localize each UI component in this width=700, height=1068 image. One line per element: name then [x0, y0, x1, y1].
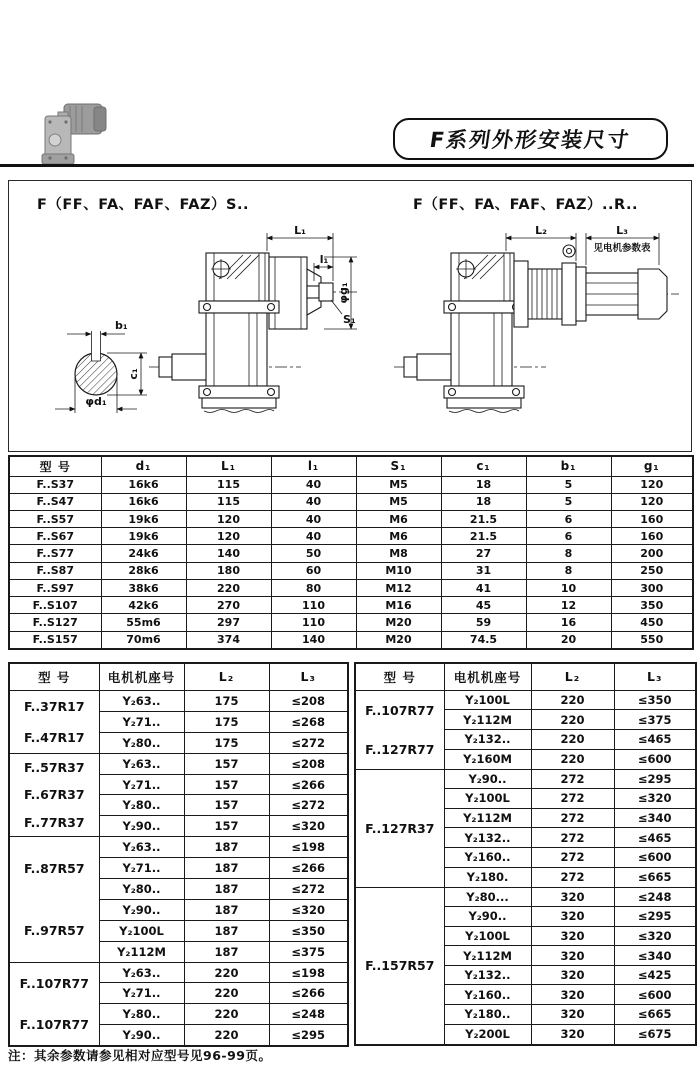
motor-L3-value: ≤266: [269, 774, 348, 795]
motor-model: F..157R57: [365, 958, 435, 973]
motor-L3-value: ≤675: [614, 1024, 696, 1044]
motor-row: [9, 753, 348, 774]
motor-L2-value: 320: [531, 926, 614, 946]
motor-col-header: 电机机座号: [99, 663, 184, 690]
motor-L3-value: ≤375: [269, 941, 348, 962]
dim-value: 20: [526, 631, 611, 649]
dim-model: F..S77: [9, 545, 101, 562]
dim-model: F..S127: [9, 614, 101, 631]
motor-row: [9, 837, 348, 858]
motor-frame-size: Y₂100L: [99, 920, 184, 941]
dim-label-c1: c₁: [127, 368, 140, 380]
motor-model-group: [9, 837, 99, 962]
motor-L2-value: 272: [531, 808, 614, 828]
motor-col-header: L₂: [184, 663, 269, 690]
dim-row: [9, 579, 693, 596]
motor-frame-size: Y₂132..: [444, 965, 531, 985]
motor-frame-size: Y₂200L: [444, 1024, 531, 1044]
motor-L3-value: ≤665: [614, 1005, 696, 1025]
motor-frame-size: Y₂80..: [99, 879, 184, 900]
motor-frame-size: Y₂180..: [444, 1005, 531, 1025]
motor-frame-size: Y₂71..: [99, 858, 184, 879]
dim-value: 28k6: [101, 562, 186, 579]
motor-L3-value: ≤340: [614, 946, 696, 966]
dim-value: M16: [356, 597, 441, 614]
motor-model-group: [9, 690, 99, 753]
dim-col-header: c₁: [441, 456, 526, 476]
motor-L2-value: 187: [184, 879, 269, 900]
motor-L3-value: ≤295: [269, 1025, 348, 1047]
dim-value: M10: [356, 562, 441, 579]
dim-value: 120: [186, 510, 271, 527]
header-divider: [0, 164, 694, 167]
dim-row: [9, 545, 693, 562]
motor-frame-size: Y₂63..: [99, 837, 184, 858]
motor-frame-size: Y₂112M: [444, 808, 531, 828]
motor-model-group: [355, 769, 444, 887]
dim-value: 31: [441, 562, 526, 579]
motor-frame-size: Y₂71..: [99, 774, 184, 795]
motor-model: F..127R37: [365, 820, 435, 836]
motor-table-right: [354, 662, 697, 1046]
dim-value: 19k6: [101, 510, 186, 527]
dim-value: 21.5: [441, 528, 526, 545]
dim-model: F..S97: [9, 579, 101, 596]
dim-value: 120: [611, 476, 693, 493]
motor-frame-size: Y₂100L: [444, 789, 531, 809]
motor-L2-value: 187: [184, 858, 269, 879]
motor-model: F..67R37: [23, 787, 85, 803]
dim-row: [9, 528, 693, 545]
dim-row: [9, 631, 693, 649]
drawing-title-r-type: F（FF、FA、FAF、FAZ）..R..: [413, 197, 638, 213]
dim-model: F..S57: [9, 510, 101, 527]
dim-value: M20: [356, 631, 441, 649]
motor-col-header: L₂: [531, 663, 614, 690]
motor-frame-size: Y₂90..: [444, 769, 531, 789]
motor-header-row: [9, 663, 348, 690]
dim-value: M12: [356, 579, 441, 596]
dim-label-L1: L₁: [294, 224, 306, 237]
dim-value: 18: [441, 476, 526, 493]
dim-value: 24k6: [101, 545, 186, 562]
motor-L2-value: 157: [184, 774, 269, 795]
page-title: F系列外形安装尺寸: [428, 128, 633, 152]
motor-L3-value: ≤208: [269, 753, 348, 774]
technical-drawings: [9, 181, 693, 450]
motor-L2-value: 157: [184, 816, 269, 837]
dim-value: 74.5: [441, 631, 526, 649]
dim-value: 18: [441, 493, 526, 510]
dim-value: 270: [186, 597, 271, 614]
dim-label-b1: b₁: [115, 319, 128, 332]
dim-value: 59: [441, 614, 526, 631]
motor-row: [9, 962, 348, 983]
page-title-box: [393, 118, 668, 160]
dim-label-L2: L₂: [535, 224, 547, 237]
dim-header-row: [9, 456, 693, 476]
motor-L2-value: 220: [531, 749, 614, 769]
dim-value: 6: [526, 528, 611, 545]
motor-table-left: [8, 662, 349, 1047]
motor-model: F..47R17: [23, 729, 85, 745]
motor-L3-value: ≤600: [614, 749, 696, 769]
motor-frame-size: Y₂63..: [99, 753, 184, 774]
motor-L2-value: 320: [531, 1024, 614, 1044]
dim-model: F..S47: [9, 493, 101, 510]
motor-frame-size: Y₂63..: [99, 962, 184, 983]
dim-value: 5: [526, 476, 611, 493]
motor-L2-value: 272: [531, 867, 614, 887]
motor-L3-value: ≤600: [614, 848, 696, 868]
dim-value: 45: [441, 597, 526, 614]
dim-value: 21.5: [441, 510, 526, 527]
motor-L2-value: 320: [531, 946, 614, 966]
motor-L2-value: 175: [184, 732, 269, 753]
gear-reducer-photo-icon: [34, 92, 114, 172]
motor-L2-value: 272: [531, 848, 614, 868]
dim-value: 70m6: [101, 631, 186, 649]
dim-value: 8: [526, 545, 611, 562]
motor-L2-value: 320: [531, 985, 614, 1005]
motor-L3-value: ≤340: [614, 808, 696, 828]
dim-value: 160: [611, 528, 693, 545]
dim-col-header: b₁: [526, 456, 611, 476]
dim-value: M8: [356, 545, 441, 562]
shaft-section-detail: [55, 319, 147, 413]
dimension-table: [8, 455, 694, 650]
dim-label-g1: φg₁: [337, 282, 350, 304]
dim-col-header: L₁: [186, 456, 271, 476]
motor-model-group: [355, 887, 444, 1045]
product-photo: [34, 92, 114, 172]
motor-L3-value: ≤198: [269, 962, 348, 983]
motor-ref-note: 见电机参数表: [593, 243, 651, 254]
motor-L2-value: 320: [531, 887, 614, 907]
motor-frame-size: Y₂100L: [444, 690, 531, 710]
dim-value: 120: [186, 528, 271, 545]
motor-row: [355, 690, 696, 710]
dim-value: 5: [526, 493, 611, 510]
dim-col-header: S₁: [356, 456, 441, 476]
motor-L3-value: ≤465: [614, 730, 696, 750]
motor-L2-value: 320: [531, 1005, 614, 1025]
motor-L3-value: ≤248: [269, 1004, 348, 1025]
motor-L2-value: 220: [184, 962, 269, 983]
dim-row: [9, 562, 693, 579]
dim-value: 27: [441, 545, 526, 562]
motor-L2-value: 187: [184, 837, 269, 858]
dim-value: 450: [611, 614, 693, 631]
motor-model: F..77R37: [23, 815, 85, 831]
dim-value: 40: [271, 528, 356, 545]
dim-value: 220: [186, 579, 271, 596]
motor-L2-value: 157: [184, 753, 269, 774]
dim-value: 110: [271, 597, 356, 614]
dim-model: F..S67: [9, 528, 101, 545]
dim-row: [9, 597, 693, 614]
motor-L3-value: ≤425: [614, 965, 696, 985]
dim-value: 19k6: [101, 528, 186, 545]
motor-frame-size: Y₂112M: [444, 710, 531, 730]
motor-L3-value: ≤266: [269, 858, 348, 879]
motor-col-header: L₃: [614, 663, 696, 690]
motor-model: F..87R57: [23, 860, 85, 876]
motor-L3-value: ≤320: [614, 926, 696, 946]
motor-frame-size: Y₂180.: [444, 867, 531, 887]
motor-frame-size: Y₂71..: [99, 711, 184, 732]
motor-frame-size: Y₂132..: [444, 828, 531, 848]
motor-header-row: [355, 663, 696, 690]
dim-value: 38k6: [101, 579, 186, 596]
dim-label-S1: S₁: [343, 313, 356, 326]
motor-model-group: [355, 690, 444, 769]
dim-value: 115: [186, 476, 271, 493]
dim-value: 374: [186, 631, 271, 649]
motor-model: F..57R37: [23, 759, 85, 775]
motor-model: F..107R77: [19, 1017, 89, 1033]
dim-label-d1: φd₁: [85, 395, 107, 408]
motor-L3-value: ≤320: [269, 899, 348, 920]
motor-L2-value: 220: [184, 983, 269, 1004]
motor-frame-size: Y₂71..: [99, 983, 184, 1004]
dim-value: 42k6: [101, 597, 186, 614]
motor-L3-value: ≤600: [614, 985, 696, 1005]
motor-frame-size: Y₂63..: [99, 690, 184, 711]
motor-L3-value: ≤248: [614, 887, 696, 907]
motor-model: F..97R57: [23, 923, 85, 939]
dim-value: 40: [271, 510, 356, 527]
motor-L3-value: ≤665: [614, 867, 696, 887]
motor-L2-value: 220: [531, 730, 614, 750]
motor-L3-value: ≤198: [269, 837, 348, 858]
motor-frame-size: Y₂160..: [444, 848, 531, 868]
motor-model-group: [9, 753, 99, 837]
motor-frame-size: Y₂100L: [444, 926, 531, 946]
motor-row: [355, 769, 696, 789]
dim-model: F..S107: [9, 597, 101, 614]
dim-col-header: l₁: [271, 456, 356, 476]
dim-model: F..S157: [9, 631, 101, 649]
dim-model: F..S87: [9, 562, 101, 579]
motor-L3-value: ≤268: [269, 711, 348, 732]
motor-L2-value: 187: [184, 941, 269, 962]
motor-frame-size: Y₂160M: [444, 749, 531, 769]
dim-value: 115: [186, 493, 271, 510]
motor-L2-value: 175: [184, 711, 269, 732]
motor-L2-value: 175: [184, 690, 269, 711]
motor-row: [355, 887, 696, 907]
dim-value: 16k6: [101, 476, 186, 493]
drawing-title-s-type: F（FF、FA、FAF、FAZ）S..: [37, 197, 249, 213]
dim-value: 160: [611, 510, 693, 527]
dim-value: M6: [356, 510, 441, 527]
motor-col-header: 电机机座号: [444, 663, 531, 690]
dim-value: M5: [356, 476, 441, 493]
motor-frame-size: Y₂132..: [444, 730, 531, 750]
motor-frame-size: Y₂90..: [99, 1025, 184, 1047]
motor-model: F..127R77: [365, 741, 435, 757]
dim-model: F..S37: [9, 476, 101, 493]
motor-L3-value: ≤320: [614, 789, 696, 809]
motor-L3-value: ≤208: [269, 690, 348, 711]
motor-L2-value: 272: [531, 828, 614, 848]
motor-L2-value: 220: [531, 710, 614, 730]
motor-frame-size: Y₂90..: [99, 816, 184, 837]
motor-L3-value: ≤266: [269, 983, 348, 1004]
motor-frame-size: Y₂80..: [99, 732, 184, 753]
dim-value: 350: [611, 597, 693, 614]
motor-frame-size: Y₂112M: [444, 946, 531, 966]
motor-L2-value: 220: [184, 1025, 269, 1047]
motor-L2-value: 320: [531, 965, 614, 985]
motor-frame-size: Y₂90..: [444, 907, 531, 927]
dim-value: 12: [526, 597, 611, 614]
dim-value: 297: [186, 614, 271, 631]
motor-L2-value: 272: [531, 769, 614, 789]
dim-value: M5: [356, 493, 441, 510]
dim-value: 300: [611, 579, 693, 596]
dim-value: M6: [356, 528, 441, 545]
dim-value: 6: [526, 510, 611, 527]
dim-value: 10: [526, 579, 611, 596]
motor-frame-size: Y₂80..: [99, 1004, 184, 1025]
motor-col-header: 型 号: [355, 663, 444, 690]
motor-L3-value: ≤375: [614, 710, 696, 730]
motor-L3-value: ≤272: [269, 879, 348, 900]
motor-L3-value: ≤350: [269, 920, 348, 941]
dim-value: 8: [526, 562, 611, 579]
motor-L3-value: ≤295: [614, 907, 696, 927]
motor-frame-size: Y₂160..: [444, 985, 531, 1005]
dim-value: 55m6: [101, 614, 186, 631]
dim-label-L3: L₃: [616, 224, 628, 237]
motor-L3-value: ≤272: [269, 795, 348, 816]
motor-L3-value: ≤295: [614, 769, 696, 789]
dim-row: [9, 476, 693, 493]
motor-L2-value: 320: [531, 907, 614, 927]
motor-model: F..107R77: [365, 702, 435, 718]
motor-L2-value: 272: [531, 789, 614, 809]
dim-row: [9, 510, 693, 527]
motor-col-header: 型 号: [9, 663, 99, 690]
drawing-s-type: [55, 224, 359, 413]
dim-label-l1: l₁: [319, 253, 329, 266]
dim-value: 200: [611, 545, 693, 562]
dim-col-header: g₁: [611, 456, 693, 476]
motor-col-header: L₃: [269, 663, 348, 690]
drawing-r-type: [394, 224, 679, 413]
dim-value: M20: [356, 614, 441, 631]
motor-model: F..37R17: [23, 698, 85, 714]
motor-frame-size: Y₂112M: [99, 941, 184, 962]
footnote: 注：其余参数请参见相对应型号见96-99页。: [8, 1048, 272, 1063]
motor-L3-value: ≤350: [614, 690, 696, 710]
dim-value: 110: [271, 614, 356, 631]
dim-value: 40: [271, 476, 356, 493]
dim-value: 40: [271, 493, 356, 510]
dim-value: 16: [526, 614, 611, 631]
motor-row: [9, 690, 348, 711]
dim-col-header: 型 号: [9, 456, 101, 476]
motor-L2-value: 187: [184, 920, 269, 941]
motor-L2-value: 157: [184, 795, 269, 816]
motor-L3-value: ≤465: [614, 828, 696, 848]
dim-value: 60: [271, 562, 356, 579]
dim-value: 16k6: [101, 493, 186, 510]
drawing-panel: [8, 180, 692, 452]
motor-model-group: [9, 962, 99, 1046]
motor-frame-size: Y₂90..: [99, 899, 184, 920]
motor-L3-value: ≤320: [269, 816, 348, 837]
dim-row: [9, 614, 693, 631]
motor-L3-value: ≤272: [269, 732, 348, 753]
dim-value: 550: [611, 631, 693, 649]
motor-L2-value: 220: [184, 1004, 269, 1025]
dim-value: 80: [271, 579, 356, 596]
dim-value: 180: [186, 562, 271, 579]
motor-frame-size: Y₂80...: [444, 887, 531, 907]
motor-frame-size: Y₂80..: [99, 795, 184, 816]
dim-value: 120: [611, 493, 693, 510]
dim-value: 41: [441, 579, 526, 596]
motor-L2-value: 220: [531, 690, 614, 710]
motor-model: F..107R77: [19, 975, 89, 991]
dim-value: 50: [271, 545, 356, 562]
dim-value: 140: [271, 631, 356, 649]
dim-value: 140: [186, 545, 271, 562]
dim-value: 250: [611, 562, 693, 579]
dim-row: [9, 493, 693, 510]
dim-col-header: d₁: [101, 456, 186, 476]
motor-L2-value: 187: [184, 899, 269, 920]
